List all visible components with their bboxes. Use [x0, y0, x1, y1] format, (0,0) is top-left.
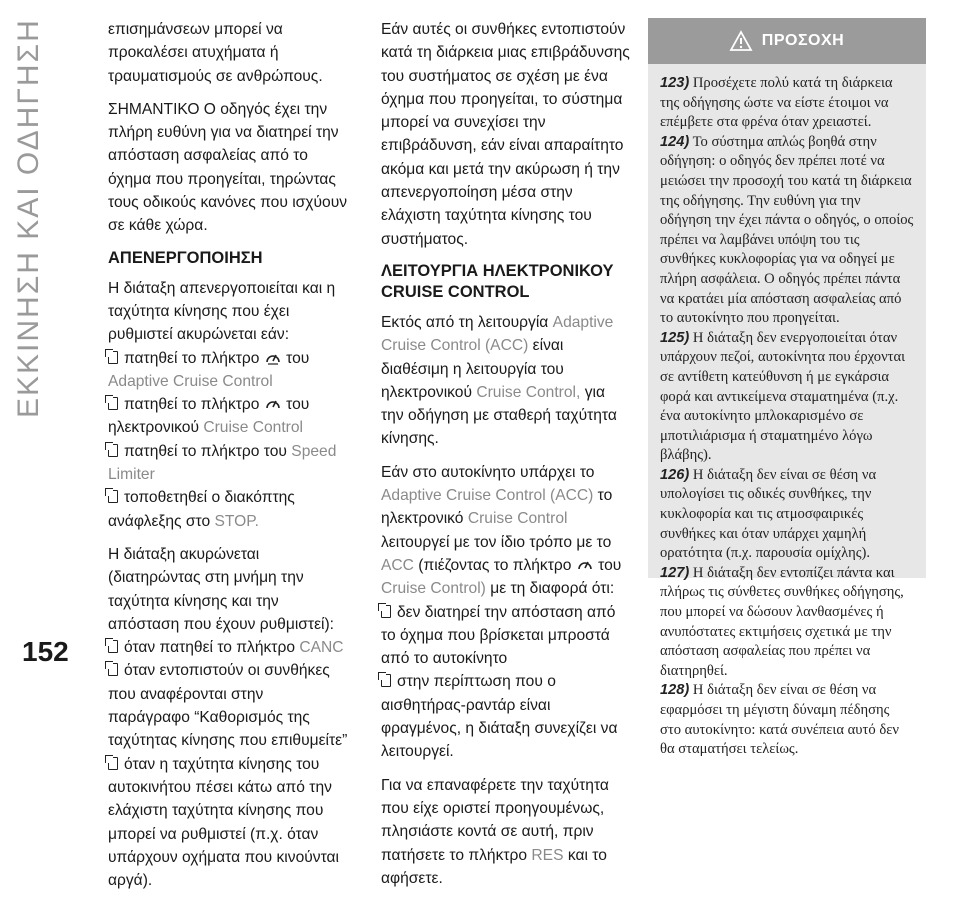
- speedometer-icon: [265, 396, 281, 412]
- column-2: [381, 18, 631, 900]
- paragraph: Εκτός από τη λειτουργία Adaptive Cruise Control (ACC) είναι διαθέσιμη η λειτουργία του ηλεκτρονικού Cruise Control, για την οδήγηση με σταθερή ταχύτητα κίνησης.: [381, 313, 617, 448]
- list-item: πατηθεί το πλήκτρο του Speed Limiter: [108, 442, 337, 484]
- warning-item: 123) Προσέχετε πολύ κατά τη διάρκεια της οδήγησης ώστε να είστε έτοιμοι να επέμβετε στα φρένα όταν χρειαστεί.: [660, 75, 893, 131]
- checkbox-icon: [108, 640, 118, 653]
- speedometer-icon: [265, 350, 281, 366]
- checkbox-icon: [108, 397, 118, 410]
- list-item: στην περίπτωση που ο αισθητήρας-ραντάρ είναι φραγμένος, η διάταξη συνεχίζει να λειτουργεί.: [381, 673, 618, 761]
- paragraph: Η διάταξη απενεργοποιείται και η ταχύτητα κίνησης που έχει ρυθμιστεί ακυρώνεται εάν:: [108, 279, 336, 344]
- checkbox-icon: [108, 351, 118, 364]
- warning-header: [648, 18, 926, 64]
- list-item: όταν η ταχύτητα κίνησης του αυτοκινήτου πέσει κάτω από την ελάχιστη ταχύτητα κίνησης που μπορεί να ρυθμιστεί (π.χ. όταν υπάρχουν οχήματα που κινούνται αργά).: [108, 755, 339, 890]
- warning-title: ΠΡΟΣΟΧΗ: [761, 32, 845, 50]
- warning-item: 126) Η διάταξη δεν είναι σε θέση να υπολογίσει τις οδικές συνθήκες, την κυκλοφορία και τις ατμοσφαιρικές συνθήκες και όταν υπάρχει χαμηλή ορατότητα (π.χ. παρουσία ομίχλης).: [660, 466, 877, 562]
- paragraph: Για να επαναφέρετε την ταχύτητα που είχε οριστεί προηγουμένως, πλησιάστε κοντά σε αυτή, πριν πατήσετε το πλήκτρο RES και το αφήσετε.: [381, 776, 609, 887]
- paragraph: Εάν αυτές οι συνθήκες εντοπιστούν κατά τη διάρκεια μιας επιβράδυνσης του συστήματος σε σχέση με ένα όχημα που προηγείται, το σύστημα μπορεί να συνεχίσει την επιβράδυνση, εάν είναι απαραίτητο ακόμα και μετά την ακύρωση ή την απενεργοποίηση μέσα στην ελάχιστη ταχύτητα κίνησης του συστήματος.: [381, 21, 630, 248]
- section-heading-electronic-cruise-control: ΛΕΙΤΟΥΡΓΙΑ ΗΛΕΚΤΡΟΝΙΚΟΥ CRUISE CONTROL: [381, 261, 614, 301]
- list-item: πατηθεί το πλήκτρο του ηλεκτρονικού Cruise Control: [108, 396, 310, 437]
- list-item: τοποθετηθεί ο διακόπτης ανάφλεξης στο STOP.: [108, 489, 295, 530]
- warning-item: 125) Η διάταξη δεν ενεργοποιείται όταν υπάρχουν πεζοί, αυτοκίνητα που έρχονται σε αντίθετη κατεύθυνση ή με εγκάρσια φορά και αντικείμενα σταματημένα (π.χ. ένα αυτοκίνητο μπλοκαρισμένο σε μποτιλιάρισμα ή σταματημένο λόγω βλάβης).: [660, 329, 906, 464]
- warning-item: 124) Το σύστημα απλώς βοηθά στην οδήγηση: ο οδηγός δεν πρέπει ποτέ να μειώσει την προσοχή του κατά τη διάρκεια της οδήγησης. Την ευθύνη για την οδήγηση την έχει πάντα ο οδηγός, ο οποίος πρέπει να λαμβάνει υπόψη του τις συνθήκες κυκλοφορίας για να οδηγεί με πλήρη ασφάλεια. Ο οδηγός πρέπει πάντα να κρατάει μία απόσταση ασφαλείας από το αυτοκίνητο που προηγείται.: [660, 133, 914, 327]
- warning-box: [648, 32, 926, 758]
- paragraph: Εάν στο αυτοκίνητο υπάρχει το Adaptive Cruise Control (ACC) το ηλεκτρονικό Cruise Control λειτουργεί με τον ίδιο τρόπο με το ACC (πιέζοντας το πλήκτρο του Cruise Control) με τη διαφορά ότι:: [381, 463, 622, 598]
- list-item: δεν διατηρεί την απόσταση από το όχημα που βρίσκεται μπροστά από το αυτοκίνητο: [381, 603, 616, 668]
- warning-body: [660, 74, 914, 760]
- chapter-title: ΕΚΚΙΝΗΣΗ ΚΑΙ ΟΔΗΓΗΣΗ: [12, 18, 45, 418]
- checkbox-icon: [108, 663, 118, 676]
- checkbox-icon: [108, 757, 118, 770]
- checkbox-icon: [381, 674, 391, 687]
- sidebar: [0, 0, 80, 678]
- speedometer-icon: [577, 557, 593, 573]
- column-1: [108, 18, 348, 892]
- list-item: όταν εντοπιστούν οι συνθήκες που αναφέρονται στην παράγραφο “Καθορισμός της ταχύτητας κίνησης που επιθυμείτε”: [108, 662, 348, 750]
- warning-item: 127) Η διάταξη δεν εντοπίζει πάντα και πλήρως τις σύνθετες συνθήκες οδήγησης, που μπορεί να δώσουν λανθασμένες ή ανυπόστατες εκτιμήσεις σχετικά με την απόσταση ασφαλείας που πρέπει να διατηρηθεί.: [660, 564, 904, 679]
- paragraph: Η διάταξη ακυρώνεται (διατηρώντας στη μνήμη την ταχύτητα κίνησης και την απόσταση που έχουν ρυθμιστεί):: [108, 545, 335, 633]
- paragraph: επισημάνσεων μπορεί να προκαλέσει ατυχήματα ή τραυματισμούς σε ανθρώπους.: [108, 21, 323, 85]
- list-item: όταν πατηθεί το πλήκτρο CANC: [108, 636, 348, 659]
- paragraph-important: ΣΗΜΑΝΤΙΚΟ Ο οδηγός έχει την πλήρη ευθύνη για να διατηρεί την απόσταση ασφαλείας από το όχημα που προηγείται, τηρώντας τους οδικούς κανόνες που ισχύουν σε κάθε χώρα.: [108, 100, 348, 235]
- warning-triangle-icon: [730, 31, 752, 51]
- checkbox-icon: [381, 605, 391, 618]
- list-item: πατηθεί το πλήκτρο του Adaptive Cruise Control: [108, 349, 310, 390]
- section-heading-deactivation: ΑΠΕΝΕΡΓΟΠΟΙΗΣΗ: [108, 248, 263, 267]
- warning-item: 128) Η διάταξη δεν είναι σε θέση να εφαρμόσει τη μέγιστη δύναμη πέδησης στο αυτοκίνητο: κατά συνέπεια αυτό δεν θα σταματήσει τελείως.: [660, 682, 899, 758]
- page-number: 152: [22, 636, 69, 667]
- checkbox-icon: [108, 444, 118, 457]
- checkbox-icon: [108, 490, 118, 503]
